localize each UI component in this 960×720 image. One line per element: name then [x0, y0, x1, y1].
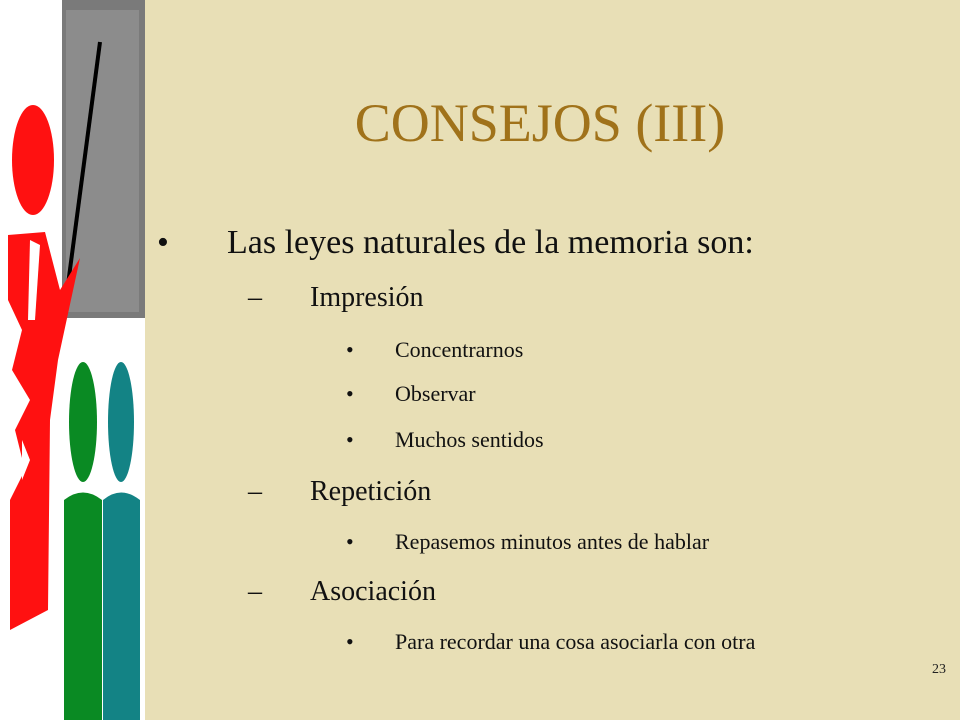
bullet-marker: • — [346, 381, 354, 406]
heading-text: Las leyes naturales de la memoria son: — [227, 224, 754, 261]
list-item: Concentrarnos — [395, 337, 524, 362]
dash-marker: – — [248, 282, 262, 313]
bullet-marker: • — [157, 224, 169, 261]
section-label-impresion: Impresión — [310, 282, 424, 313]
dash-marker: – — [248, 476, 262, 507]
slide-number: 23 — [932, 662, 946, 677]
list-item: Para recordar una cosa asociarla con otra — [395, 629, 756, 654]
section-label-repeticion: Repetición — [310, 476, 432, 507]
presenter-with-pointer-icon — [0, 0, 145, 720]
bullet-marker: • — [346, 629, 354, 654]
bullet-marker: • — [346, 337, 354, 362]
dash-marker: – — [248, 576, 262, 607]
list-item: Muchos sentidos — [395, 427, 544, 452]
list-item: Observar — [395, 381, 476, 406]
bullet-marker: • — [346, 529, 354, 554]
list-item: Repasemos minutos antes de hablar — [395, 529, 710, 554]
slide-title: CONSEJOS (III) — [354, 93, 726, 153]
section-label-asociacion: Asociación — [310, 576, 436, 607]
bullet-marker: • — [346, 427, 354, 452]
